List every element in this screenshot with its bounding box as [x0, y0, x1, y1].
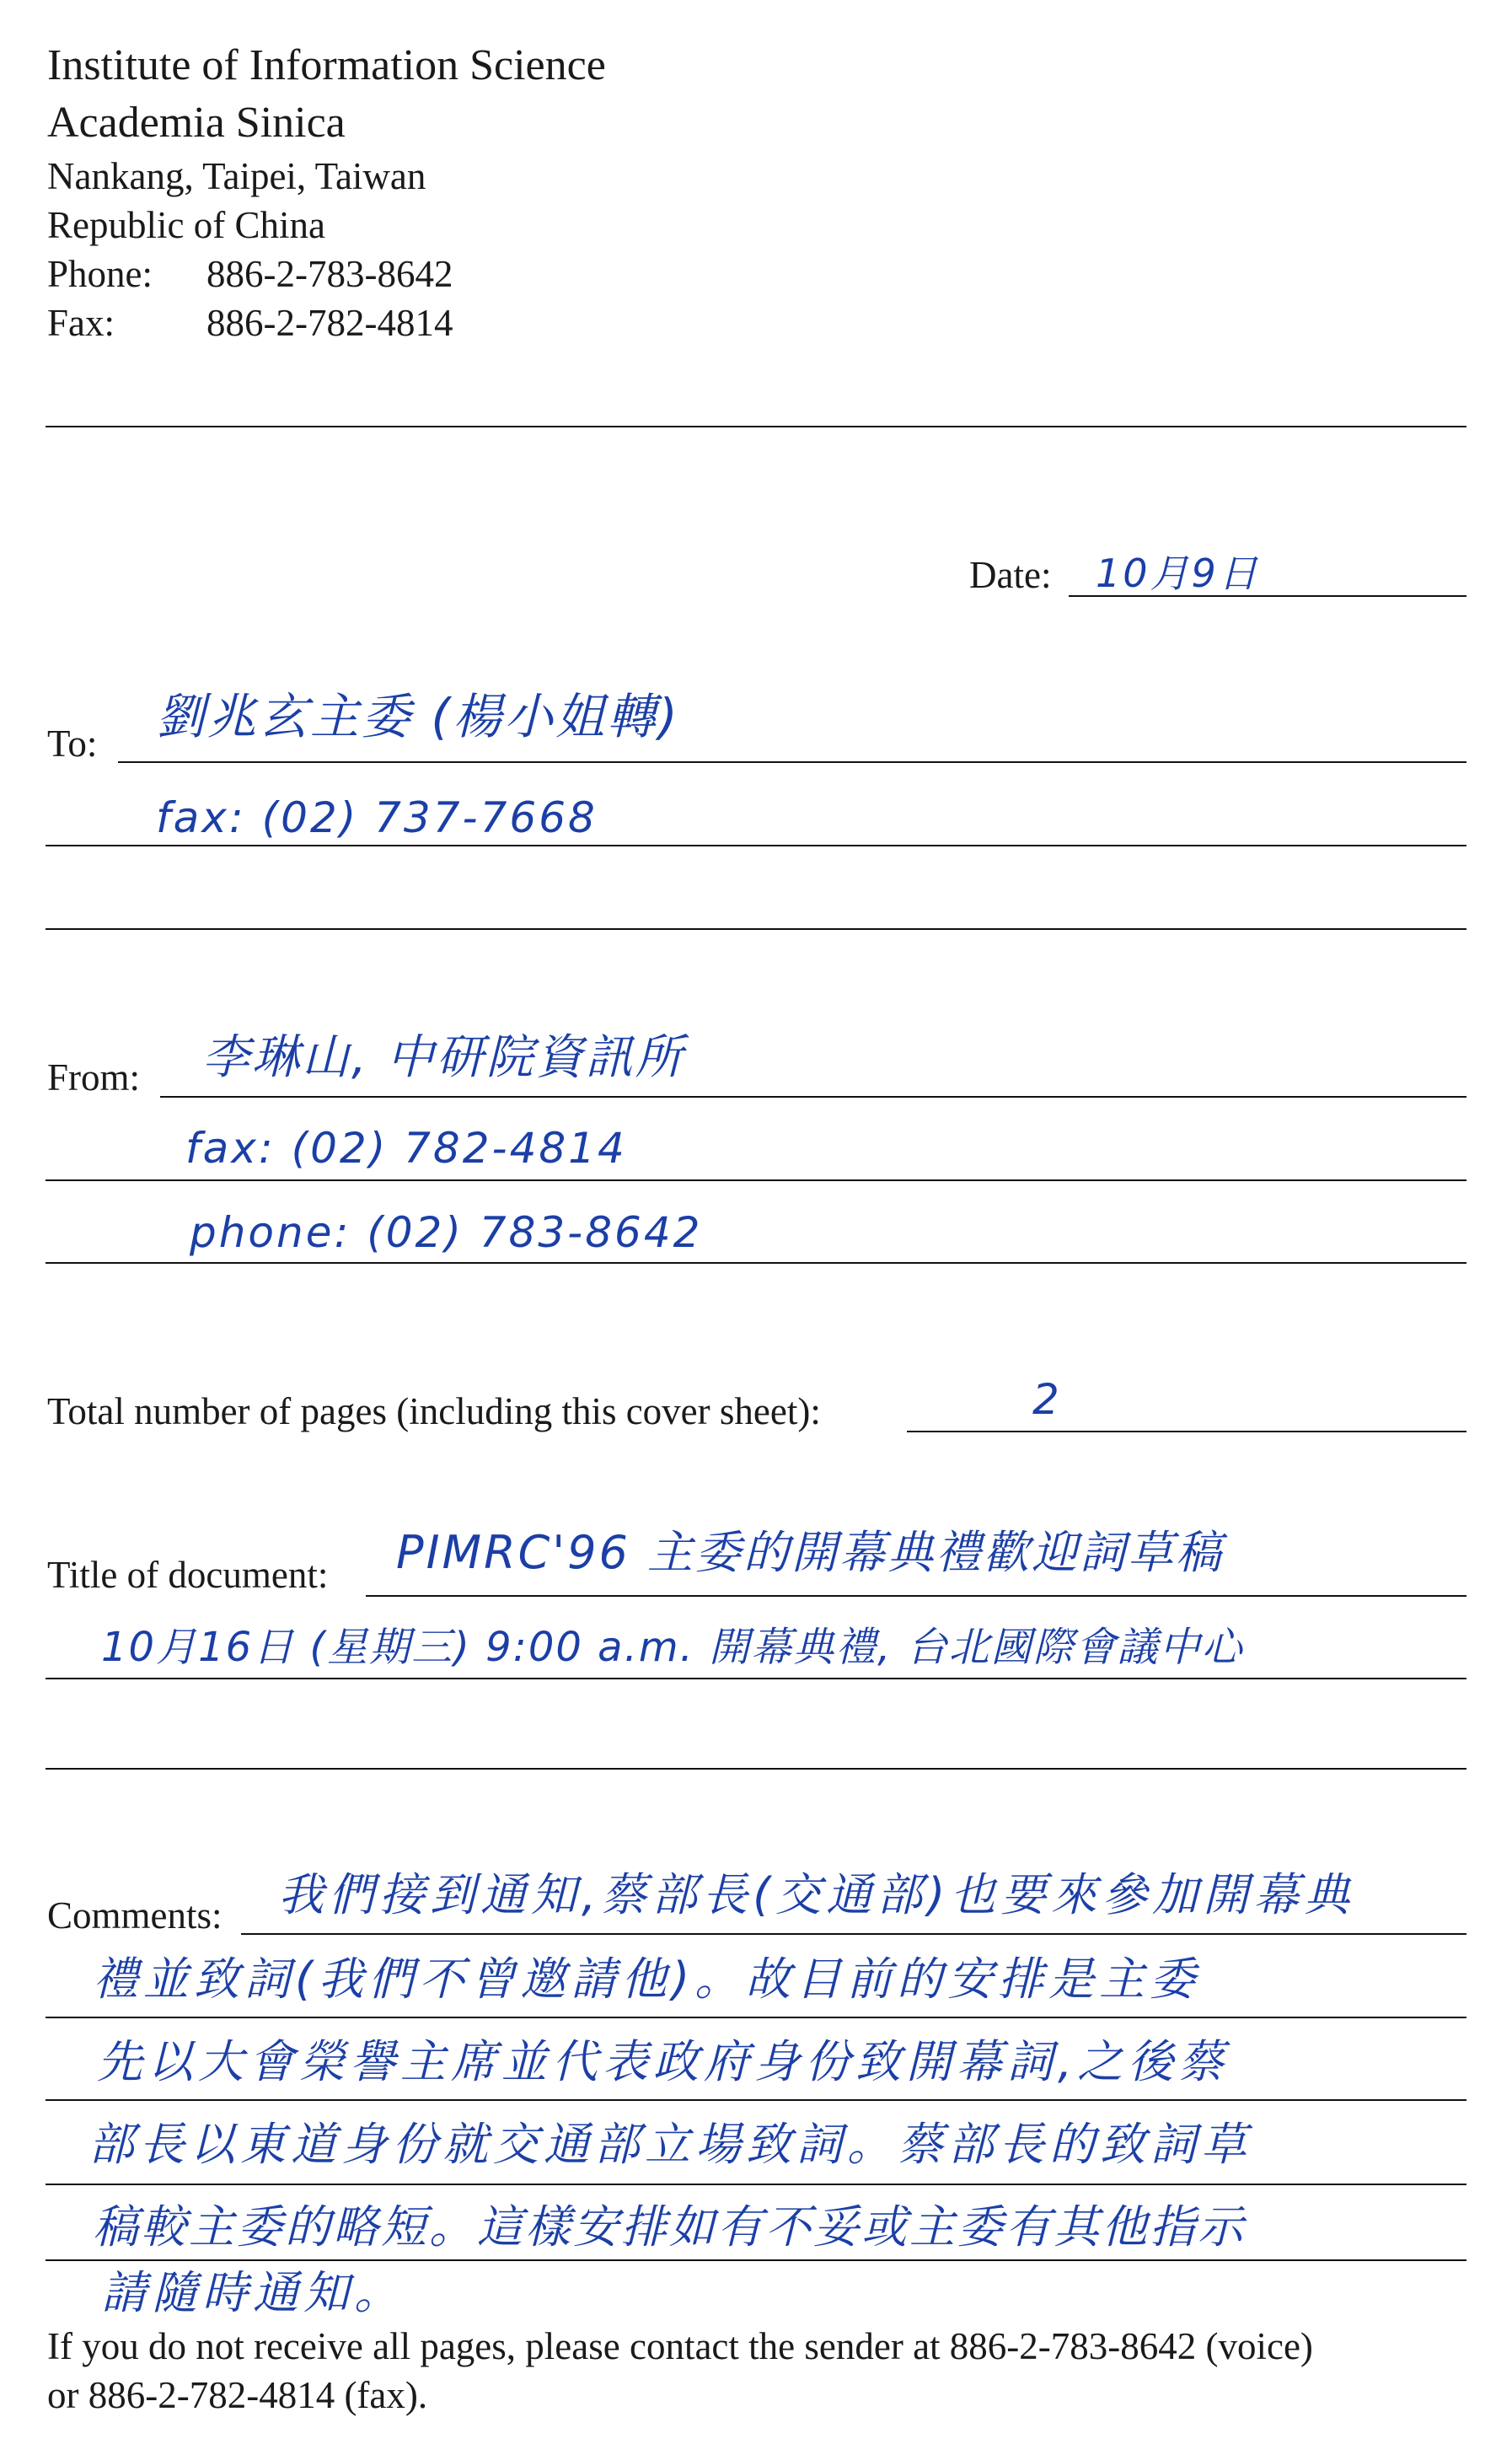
to-label: To: — [47, 723, 98, 765]
document-title-label: Title of document: — [47, 1554, 329, 1596]
title-line-3 — [46, 1768, 1466, 1770]
fax-number: 886-2-782-4814 — [206, 302, 453, 344]
comments-rule-4 — [46, 2184, 1466, 2185]
from-line-1 — [160, 1096, 1466, 1098]
academia-name: Academia Sinica — [47, 99, 346, 147]
document-title-line-2: 10月16日 (星期三) 9:00 a.m. 開幕典禮, 台北國際會議中心 — [101, 1624, 1244, 1671]
to-recipient: 劉兆玄主委 (楊小姐轉) — [156, 688, 680, 745]
total-pages-value: 2 — [1032, 1375, 1062, 1424]
document-title-line-1: PIMRC'96 主委的開幕典禮歡迎詞草稿 — [396, 1526, 1225, 1579]
comments-rule-3 — [46, 2099, 1466, 2101]
from-fax: fax: (02) 782-4814 — [185, 1124, 627, 1173]
phone-number: 886-2-783-8642 — [206, 253, 453, 295]
title-line-2 — [46, 1678, 1466, 1679]
to-line-2 — [46, 845, 1466, 846]
comment-line-4: 部長以東道身份就交通部立場致詞。蔡部長的致詞草 — [88, 2118, 1252, 2171]
from-sender: 李琳山, 中研院資訊所 — [202, 1030, 685, 1085]
comment-line-3: 先以大會榮譽主席並代表政府身份致開幕詞,之後蔡 — [97, 2035, 1230, 2088]
from-line-2 — [46, 1179, 1466, 1181]
title-line-1 — [366, 1595, 1466, 1597]
to-fax: fax: (02) 737-7668 — [156, 793, 598, 842]
to-line-3 — [46, 928, 1466, 930]
from-label: From: — [47, 1056, 141, 1099]
address-line-1: Nankang, Taipei, Taiwan — [47, 155, 426, 197]
header-divider — [46, 426, 1466, 427]
comments-rule-1 — [241, 1933, 1466, 1935]
from-phone: phone: (02) 783-8642 — [190, 1208, 703, 1257]
comment-line-2: 禮並致詞(我們不曾邀請他)。故目前的安排是主委 — [93, 1953, 1201, 2006]
comments-label: Comments: — [47, 1894, 223, 1937]
comment-line-1: 我們接到通知,蔡部長(交通部)也要來參加開幕典 — [278, 1868, 1355, 1921]
total-pages-line — [907, 1431, 1466, 1432]
comment-line-5: 稿較主委的略短。這樣安排如有不妥或主委有其他指示 — [93, 2200, 1246, 2254]
phone-label: Phone: — [47, 253, 153, 295]
date-label: Date: — [969, 554, 1052, 596]
total-pages-label: Total number of pages (including this cover sheet): — [47, 1390, 821, 1432]
footer-line-1: If you do not receive all pages, please contact the sender at 886-2-783-8642 (voice) — [47, 2325, 1313, 2367]
comments-rule-2 — [46, 2017, 1466, 2018]
from-line-3 — [46, 1262, 1466, 1264]
fax-label: Fax: — [47, 302, 115, 344]
comment-line-6: 請隨時通知。 — [101, 2266, 405, 2319]
to-line-1 — [118, 761, 1466, 763]
institute-name: Institute of Information Science — [47, 41, 606, 89]
footer-line-2: or 886-2-782-4814 (fax). — [47, 2374, 428, 2416]
date-value: 10月9日 — [1096, 551, 1260, 596]
date-line — [1069, 595, 1466, 597]
address-line-2: Republic of China — [47, 204, 325, 246]
comments-rule-5 — [46, 2259, 1466, 2261]
